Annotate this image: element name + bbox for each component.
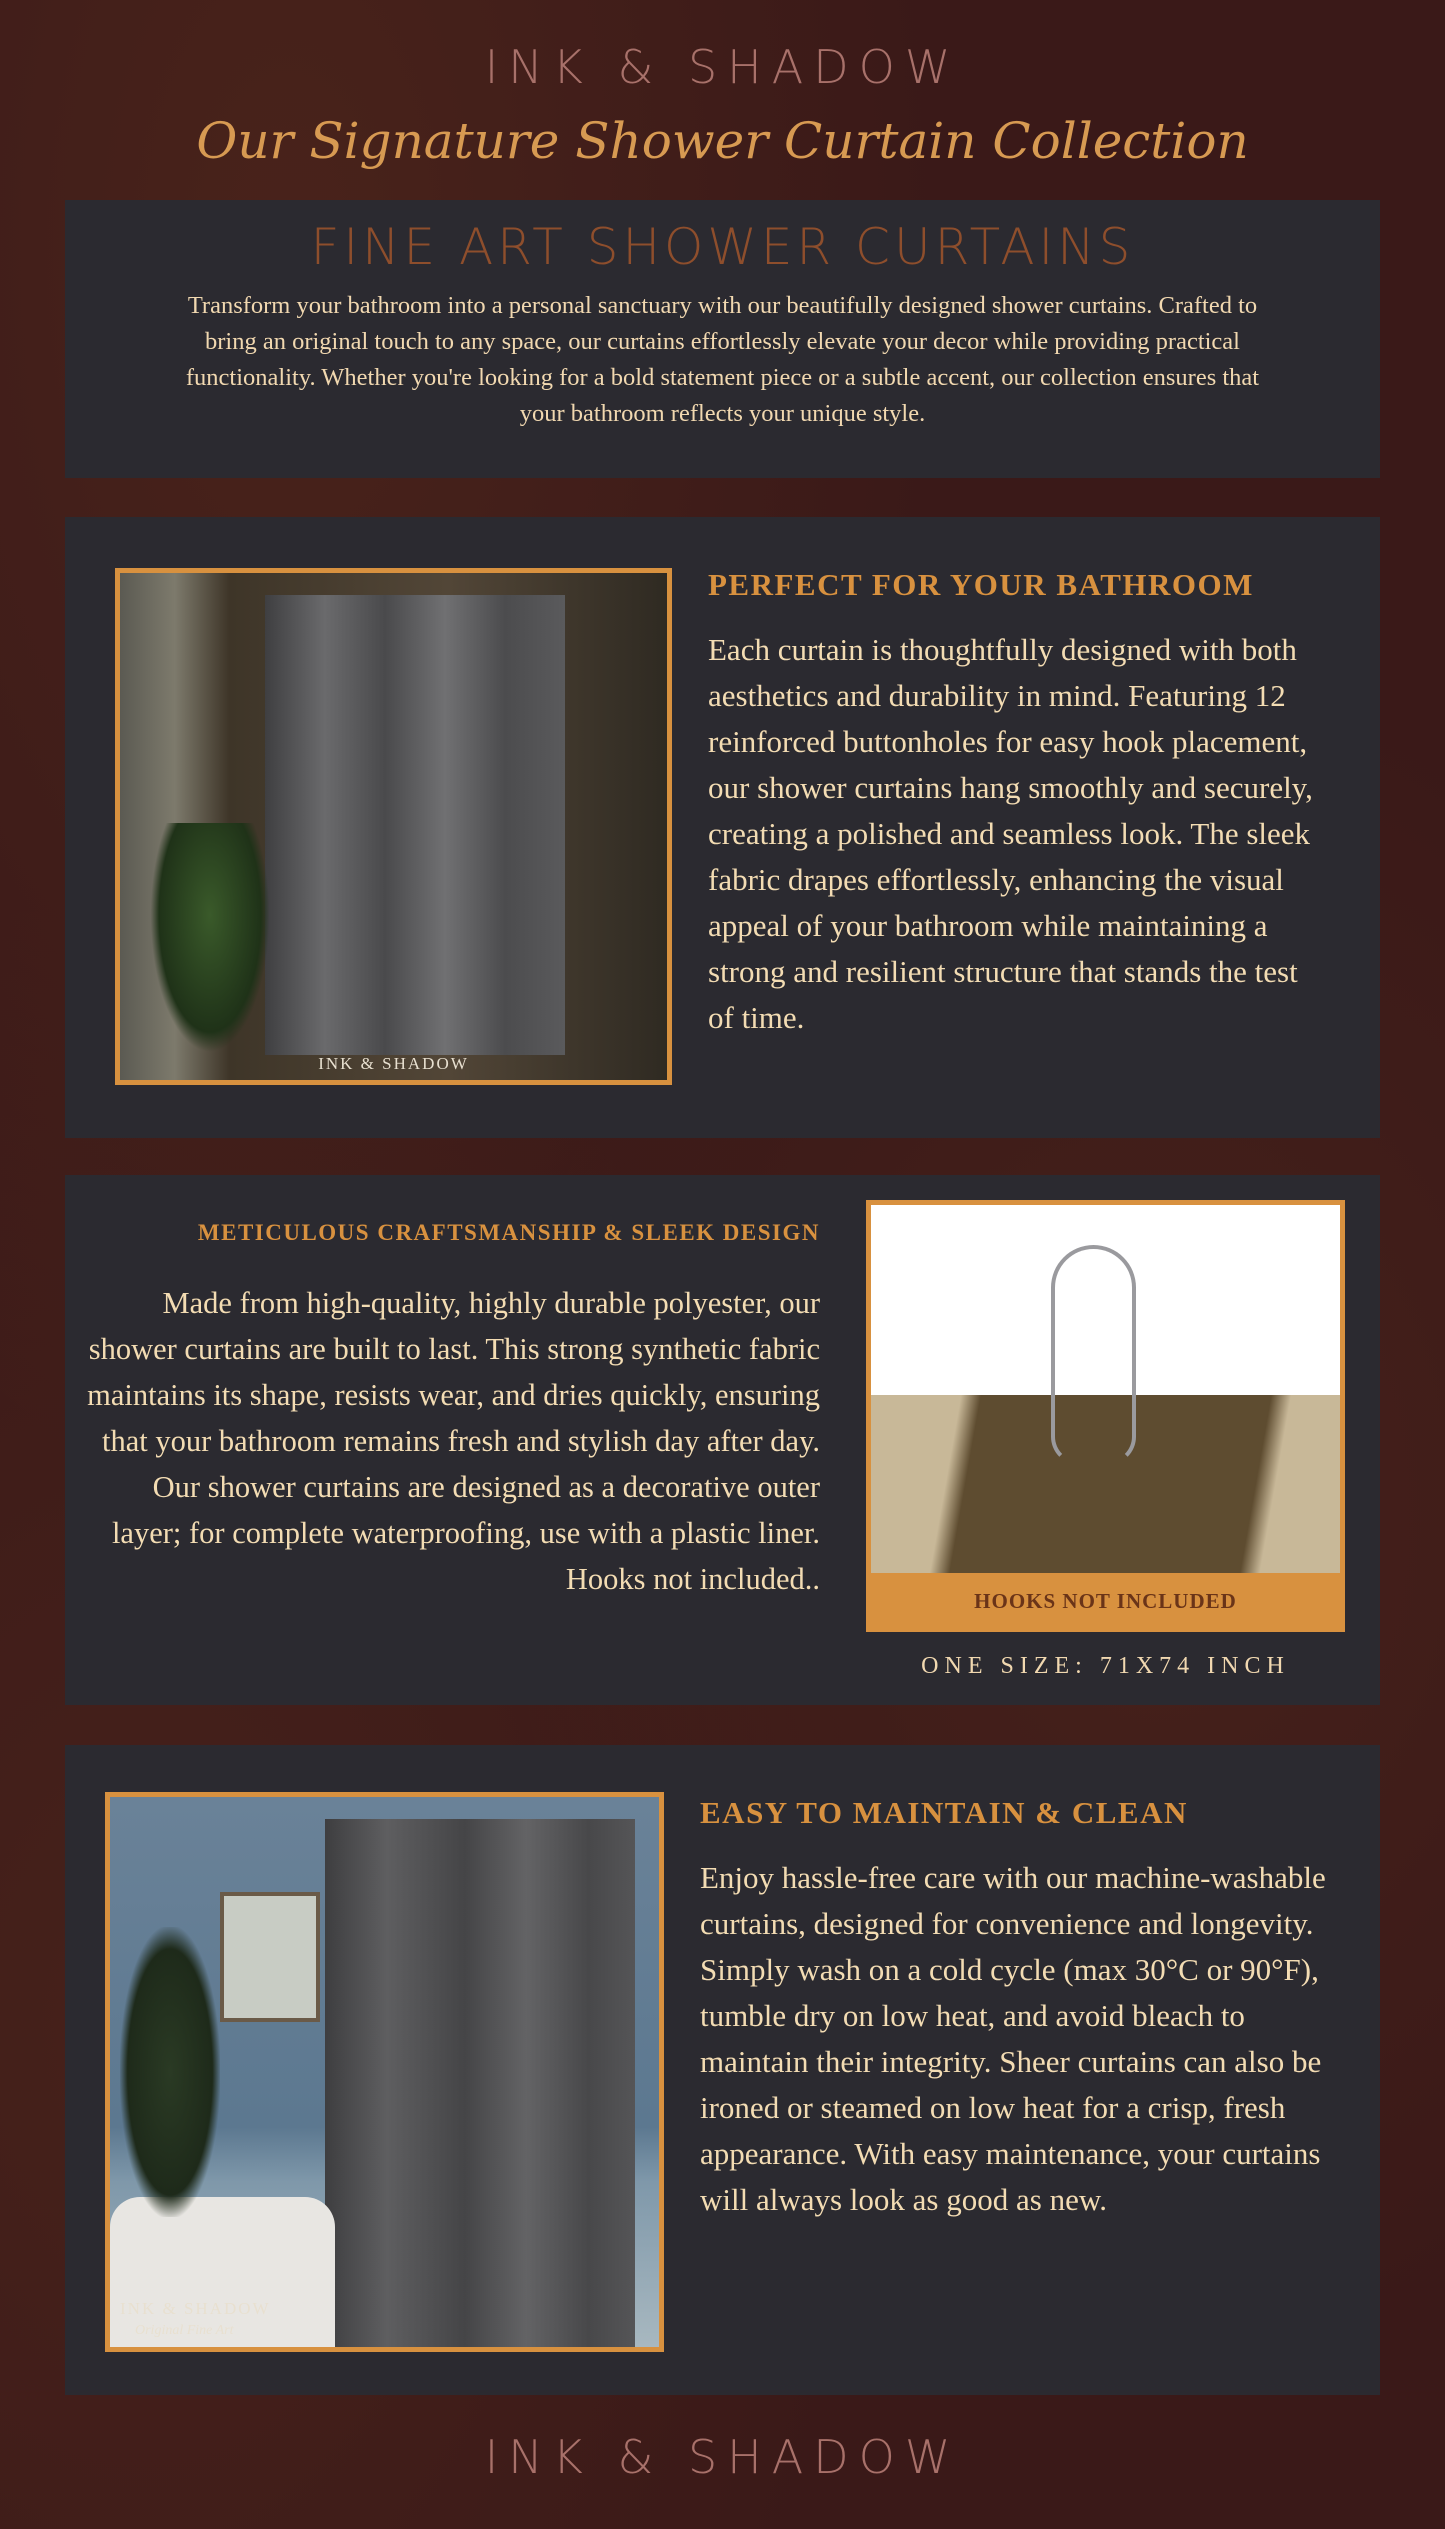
craftsmanship-panel bbox=[65, 1175, 1380, 1705]
plant-shape bbox=[120, 1927, 220, 2217]
section2-text: Made from high-quality, highly durable polyester, our shower curtains are built to last. This strong synthetic fabric maintains its shape, resists wear, and dries quickly, ensuring that your bathroom remains fresh and stylish day after day. Our shower curtains are designed as a decorative outer layer; for complete waterproofing, use with a plastic liner. Hooks not included.. bbox=[87, 1286, 820, 1596]
intro-panel bbox=[65, 200, 1380, 478]
section1-title: PERFECT FOR YOUR BATHROOM bbox=[708, 567, 1254, 602]
section3-title: EASY TO MAINTAIN & CLEAN bbox=[700, 1795, 1188, 1830]
hook-icon bbox=[1051, 1245, 1136, 1465]
wall-frame bbox=[220, 1892, 320, 2022]
bathroom-photo bbox=[105, 1792, 664, 2352]
image-watermark: INK & SHADOW bbox=[120, 2299, 271, 2318]
image-watermark-sub: Original Fine Art bbox=[135, 2323, 234, 2338]
bathroom-panel bbox=[65, 517, 1380, 1138]
curtain-shape bbox=[265, 595, 565, 1055]
curtain-photo bbox=[115, 568, 672, 1085]
brand-logo: INK & SHADOW bbox=[484, 40, 961, 94]
intro-text: Transform your bathroom into a personal sanctuary with our beautifully designed shower curtains. Crafted to bring an original touch to any space, our curtains effortlessly elevate your decor while providing practical functionality. Whether you're looking for a bold statement piece or a subtle accent, our collection ensures that your bathroom reflects your unique style. bbox=[185, 292, 1260, 427]
maintenance-panel bbox=[65, 1745, 1380, 2395]
hook-photo bbox=[866, 1200, 1345, 1632]
tagline: Our Signature Shower Curtain Collection bbox=[196, 112, 1249, 170]
section3-text: Enjoy hassle-free care with our machine-washable curtains, designed for convenience and longevity. Simply wash on a cold cycle (max 30°C or 90°F), tumble dry on low heat, and avoid bleach to maintain their integrity. Sheer curtains can also be ironed or steamed on low heat for a crisp, fresh appearance. With easy maintenance, your curtains will always look as good as new. bbox=[700, 1860, 1326, 2217]
image-watermark: INK & SHADOW bbox=[318, 1054, 469, 1073]
curtain-shape bbox=[325, 1819, 635, 2349]
hooks-caption: HOOKS NOT INCLUDED bbox=[974, 1589, 1237, 1613]
size-label: ONE SIZE: 71X74 INCH bbox=[921, 1653, 1290, 1679]
section1-text: Each curtain is thoughtfully designed with both aesthetics and durability in mind. Featuring 12 reinforced buttonholes for easy hook placement, our shower curtains hang smoothly and securely, creating a polished and seamless look. The sleek fabric drapes effortlessly, enhancing the visual appeal of your bathroom while maintaining a strong and resilient structure that stands the test of time. bbox=[708, 632, 1313, 1035]
plant-shape bbox=[150, 823, 270, 1053]
section2-title: METICULOUS CRAFTSMANSHIP & SLEEK DESIGN bbox=[197, 1220, 820, 1245]
footer-brand: INK & SHADOW bbox=[484, 2430, 961, 2484]
intro-title: FINE ART SHOWER CURTAINS bbox=[310, 218, 1135, 276]
